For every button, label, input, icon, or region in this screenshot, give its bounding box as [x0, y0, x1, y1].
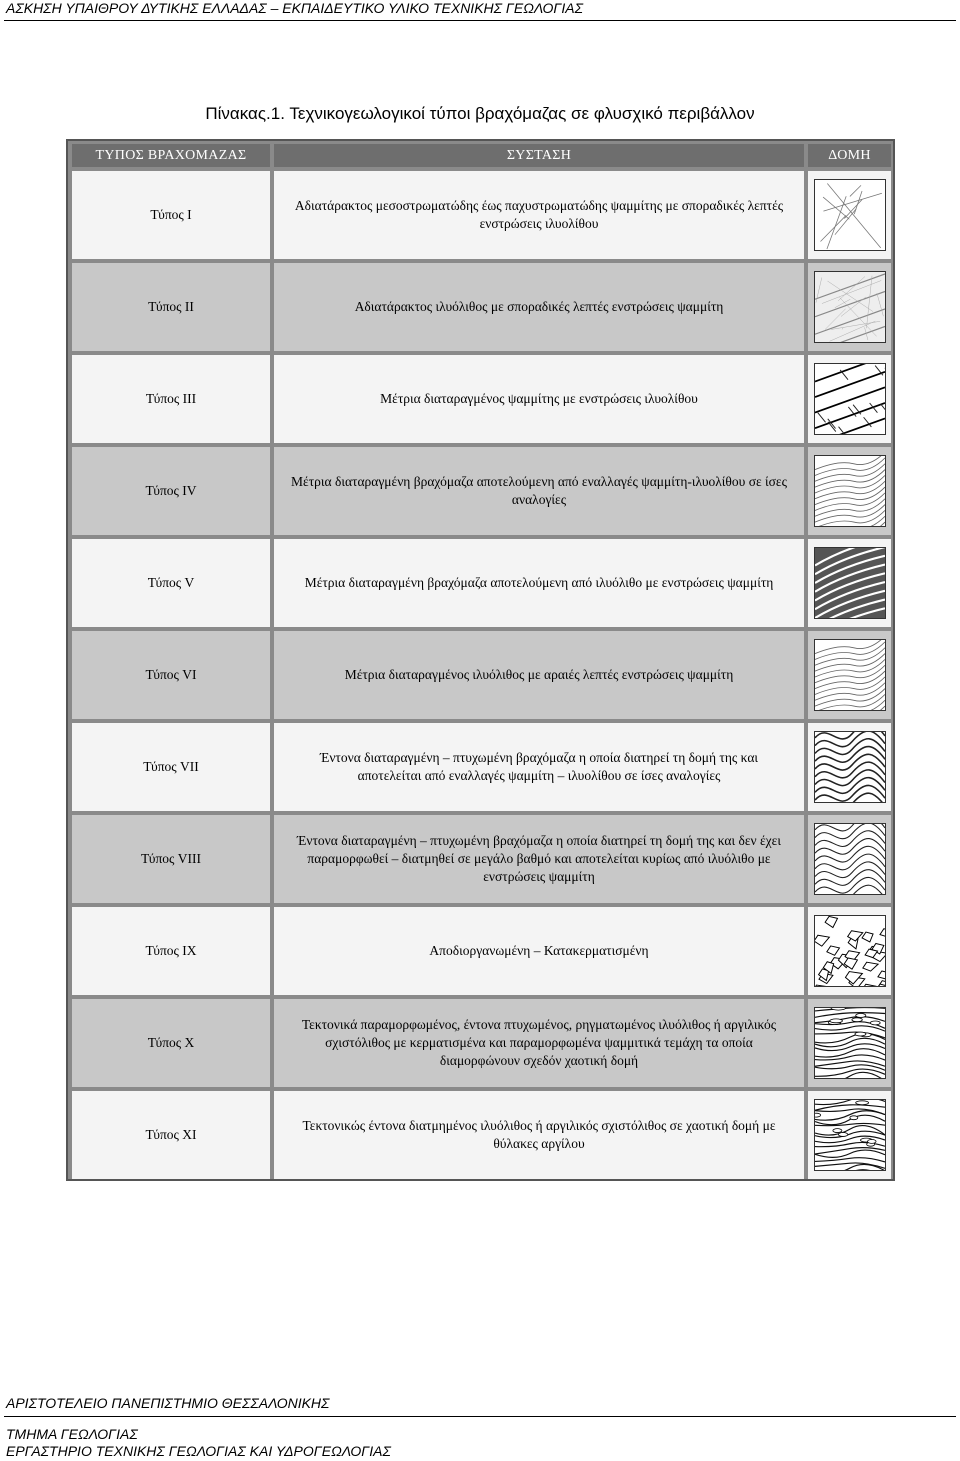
footer-divider	[4, 1416, 956, 1417]
type-cell: Τύπος Ι	[72, 171, 270, 259]
disturbed-siltstone-pattern-icon	[814, 639, 886, 711]
composition-cell: Αδιατάρακτος μεσοστρωματώδης έως παχυστρωματώδης ψαμμίτης με σποραδικές λεπτές ενστρώσεις ιλυολίθου	[274, 171, 804, 259]
structure-cell	[808, 447, 891, 535]
folded-siltstone-pattern-icon	[814, 823, 886, 895]
structure-cell	[808, 907, 891, 995]
structure-cell	[808, 815, 891, 903]
composition-cell: Αδιατάρακτος ιλυόλιθος με σποραδικές λεπτές ενστρώσεις ψαμμίτη	[274, 263, 804, 351]
composition-cell: Μέτρια διαταραγμένος ψαμμίτης με ενστρώσεις ιλυολίθου	[274, 355, 804, 443]
header-structure: ΔΟΜΗ	[808, 144, 891, 167]
composition-cell: Μέτρια διαταραγμένη βραχόμαζα αποτελούμενη από ιλυόλιθο με ενστρώσεις ψαμμίτη	[274, 539, 804, 627]
siltstone-thin-sandstone-pattern-icon	[814, 271, 886, 343]
structure-cell	[808, 539, 891, 627]
document-header-title: ΑΣΚΗΣΗ ΥΠΑΙΘΡΟΥ ΔΥΤΙΚΗΣ ΕΛΛΑΔΑΣ – ΕΚΠΑΙΔΕΥΤΙΚΟ ΥΛΙΚΟ ΤΕΧΝΙΚΗΣ ΓΕΩΛΟΓΙΑΣ	[6, 0, 584, 16]
type-cell: Τύπος VIII	[72, 815, 270, 903]
type-cell: Τύπος ΙΙ	[72, 263, 270, 351]
footer-university: ΑΡΙΣΤΟΤΕΛΕΙΟ ΠΑΝΕΠΙΣΤΗΜΙΟ ΘΕΣΣΑΛΟΝΙΚΗΣ	[6, 1395, 330, 1411]
structure-cell	[808, 723, 891, 811]
fragmented-blocks-pattern-icon	[814, 915, 886, 987]
composition-cell: Τεκτονικώς έντονα διατμημένος ιλυόλιθος ή αργιλικός σχιστόλιθος σε χαοτική δομή με θύλακες αργίλου	[274, 1091, 804, 1179]
composition-cell: Μέτρια διαταραγμένος ιλυόλιθος με αραιές λεπτές ενστρώσεις ψαμμίτη	[274, 631, 804, 719]
folded-alternating-pattern-icon	[814, 731, 886, 803]
type-cell: Τύπος VII	[72, 723, 270, 811]
siltstone-with-sandstone-pattern-icon	[814, 547, 886, 619]
type-cell: Τύπος IX	[72, 907, 270, 995]
structure-cell	[808, 171, 891, 259]
header-type: ΤΥΠΟΣ ΒΡΑΧΟΜΑΖΑΣ	[72, 144, 270, 167]
structure-cell	[808, 631, 891, 719]
footer-lab: ΕΡΓΑΣΤΗΡΙΟ ΤΕΧΝΙΚΗΣ ΓΕΩΛΟΓΙΑΣ ΚΑΙ ΥΔΡΟΓΕΩΛΟΓΙΑΣ	[6, 1443, 391, 1459]
alternating-layers-pattern-icon	[814, 455, 886, 527]
structure-cell	[808, 999, 891, 1087]
header-composition: ΣΥΣΤΑΣΗ	[274, 144, 804, 167]
structure-cell	[808, 355, 891, 443]
composition-cell: Έντονα διαταραγμένη – πτυχωμένη βραχόμαζα η οποία διατηρεί τη δομή της και αποτελείται από εναλλαγές ψαμμίτη – ιλυολίθου σε ίσες αναλογίες	[274, 723, 804, 811]
tectonic-chaotic-pattern-icon	[814, 1007, 886, 1079]
type-cell: Τύπος XI	[72, 1091, 270, 1179]
massive-sandstone-pattern-icon	[814, 179, 886, 251]
header-divider	[4, 20, 956, 21]
disturbed-sandstone-pattern-icon	[814, 363, 886, 435]
composition-cell: Έντονα διαταραγμένη – πτυχωμένη βραχόμαζα η οποία διατηρεί τη δομή της και δεν έχει παραμορφωθεί – διατμηθεί σε μεγάλο βαθμό και αποτελείται κυρίως από ιλυόλιθο με ενστρώσεις ψαμμίτη	[274, 815, 804, 903]
type-cell: Τύπος ΙV	[72, 447, 270, 535]
composition-cell: Τεκτονικά παραμορφωμένος, έντονα πτυχωμένος, ρηγματωμένος ιλυόλιθος ή αργιλικός σχιστόλιθος με κερματισμένα και παραμορφωμένα ψαμμιτικά τεμάχη τα οποία διαμορφώνουν σχεδόν χαοτική δομή	[274, 999, 804, 1087]
composition-cell: Μέτρια διαταραγμένη βραχόμαζα αποτελούμενη από εναλλαγές ψαμμίτη-ιλυολίθου σε ίσες αναλογίες	[274, 447, 804, 535]
type-cell: Τύπος V	[72, 539, 270, 627]
type-cell: Τύπος X	[72, 999, 270, 1087]
structure-cell	[808, 263, 891, 351]
structure-cell	[808, 1091, 891, 1179]
type-cell: Τύπος ΙΙΙ	[72, 355, 270, 443]
composition-cell: Αποδιοργανωμένη – Κατακερματισμένη	[274, 907, 804, 995]
rock-mass-types-table	[66, 139, 895, 1181]
sheared-clay-pattern-icon	[814, 1099, 886, 1171]
table-caption: Πίνακας.1. Τεχνικογεωλογικοί τύποι βραχόμαζας σε φλυσχικό περιβάλλον	[205, 104, 755, 123]
footer-department: ΤΜΗΜΑ ΓΕΩΛΟΓΙΑΣ	[6, 1426, 138, 1442]
type-cell: Τύπος VI	[72, 631, 270, 719]
